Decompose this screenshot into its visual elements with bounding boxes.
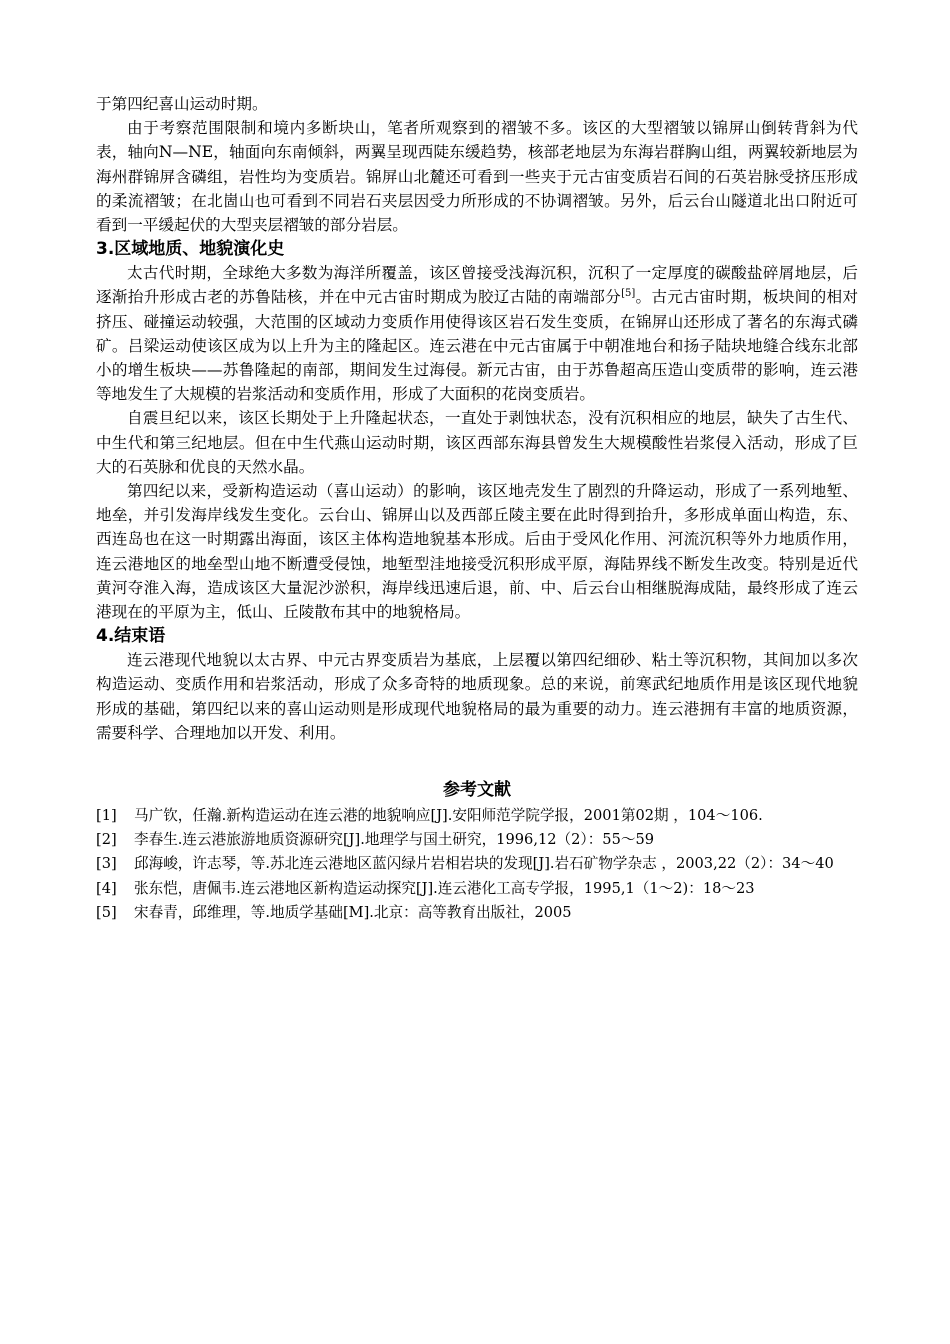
reference-item	[96, 804, 858, 828]
section-3-p1-text-b: 。古元古宙时期，板块间的相对挤压、碰撞运动较强，大范围的区域动力变质作用使得该区岩石发生变质，在锦屏山还形成了著名的东海式磷矿。吕梁运动使该区成为以上升为主的隆起区。连云港在中元古宙属于中朝准地台和扬子陆块地缝合线东北部小的增生板块——苏鲁隆起的南部，期间发生过海侵。新元古宙，由于苏鲁超高压造山变质带的影响，连云港等地发生了大规模的岩浆活动和变质作用，形成了大面积的花岗变质岩。	[96, 288, 858, 404]
folds-paragraph: 由于考察范围限制和境内多断块山，笔者所观察到的褶皱不多。该区的大型褶皱以锦屏山倒转背斜为代表，轴向N—NE，轴面向东南倾斜，两翼呈现西陡东缓趋势，核部老地层为东海岩群胸山组，两翼较新地层为海州群锦屏含磷组，岩性均为变质岩。锦屏山北麓还可看到一些夹于元古宙变质岩石间的石英岩脉受挤压形成的柔流褶皱；在北崮山也可看到不同岩石夹层因受力所形成的不协调褶皱。另外，后云台山隧道北出口附近可看到一平缓起伏的大型夹层褶皱的部分岩层。	[96, 119, 858, 235]
section-4-heading: 4.结束语	[96, 626, 166, 647]
reference-item	[96, 852, 858, 876]
reference-text: 邱海峻，许志琴，等.苏北连云港地区蓝闪绿片岩相岩块的发现[J].岩石矿物学杂志 ，2003,22（2）：34～40	[134, 855, 834, 873]
reference-list	[96, 804, 858, 925]
reference-item	[96, 877, 858, 901]
section-3-paragraph-3: 第四纪以来，受新构造运动（喜山运动）的影响，该区地壳发生了剧烈的升降运动，形成了一系列地堑、地垒，并引发海岸线发生变化。云台山、锦屏山以及西部丘陵主要在此时得到抬升，多形成单面山构造，东、西连岛也在这一时期露出海面，该区主体构造地貌基本形成。后由于受风化作用、河流沉积等外力地质作用，连云港地区的地垒型山地不断遭受侵蚀，地堑型洼地接受沉积形成平原，海陆界线不断发生改变。特别是近代黄河夺淮入海，造成该区大量泥沙淤积，海岸线迅速后退，前、中、后云台山相继脱海成陆，最终形成了连云港现在的平原为主，低山、丘陵散布其中的地貌格局。	[96, 482, 858, 622]
reference-text: 马广钦，任瀚.新构造运动在连云港的地貌响应[J].安阳师范学院学报，2001第02期 ，104～106.	[134, 807, 763, 825]
document-page	[96, 92, 858, 925]
section-3-paragraph-2: 自震旦纪以来，该区长期处于上升隆起状态，一直处于剥蚀状态，没有沉积相应的地层，缺失了古生代、中生代和第三纪地层。但在中生代燕山运动时期，该区西部东海县曾发生大规模酸性岩浆侵入活动，形成了巨大的石英脉和优良的天然水晶。	[96, 409, 858, 476]
citation-5: [5]	[621, 288, 636, 300]
reference-item	[96, 901, 858, 925]
section-3-p1-text-a: 太古代时期，全球绝大多数为海洋所覆盖，该区曾接受浅海沉积，沉积了一定厚度的碳酸盐碎屑地层，后逐渐抬升形成古老的苏鲁陆核，并在中元古宙时期成为胶辽古陆的南端部分	[96, 264, 858, 307]
reference-number: [1]	[96, 807, 117, 825]
reference-number: [4]	[96, 879, 117, 897]
reference-text: 宋春青，邱维理，等.地质学基础[M].北京：高等教育出版社，2005	[134, 903, 572, 921]
reference-text: 张东恺，唐佩韦.连云港地区新构造运动探究[J].连云港化工高专学报，1995,1（1～2)：18～23	[134, 879, 755, 897]
reference-item	[96, 828, 858, 852]
intro-tail-paragraph: 于第四纪喜山运动时期。	[96, 95, 268, 113]
reference-number: [5]	[96, 903, 117, 921]
section-3-heading: 3.区域地质、地貌演化史	[96, 239, 285, 260]
references-title: 参考文献	[443, 780, 511, 801]
reference-number: [3]	[96, 855, 117, 873]
section-3-paragraph-1	[96, 261, 858, 406]
reference-number: [2]	[96, 831, 117, 849]
reference-text: 李春生.连云港旅游地质资源研究[J].地理学与国土研究，1996,12（2）：55～59	[134, 831, 655, 849]
section-4-paragraph-1: 连云港现代地貌以太古界、中元古界变质岩为基底，上层覆以第四纪细砂、粘土等沉积物，其间加以多次构造运动、变质作用和岩浆活动，形成了众多奇特的地质现象。总的来说，前寒武纪地质作用是该区现代地貌形成的基础，第四纪以来的喜山运动则是形成现代地貌格局的最为重要的动力。连云港拥有丰富的地质资源，需要科学、合理地加以开发、利用。	[96, 651, 858, 742]
